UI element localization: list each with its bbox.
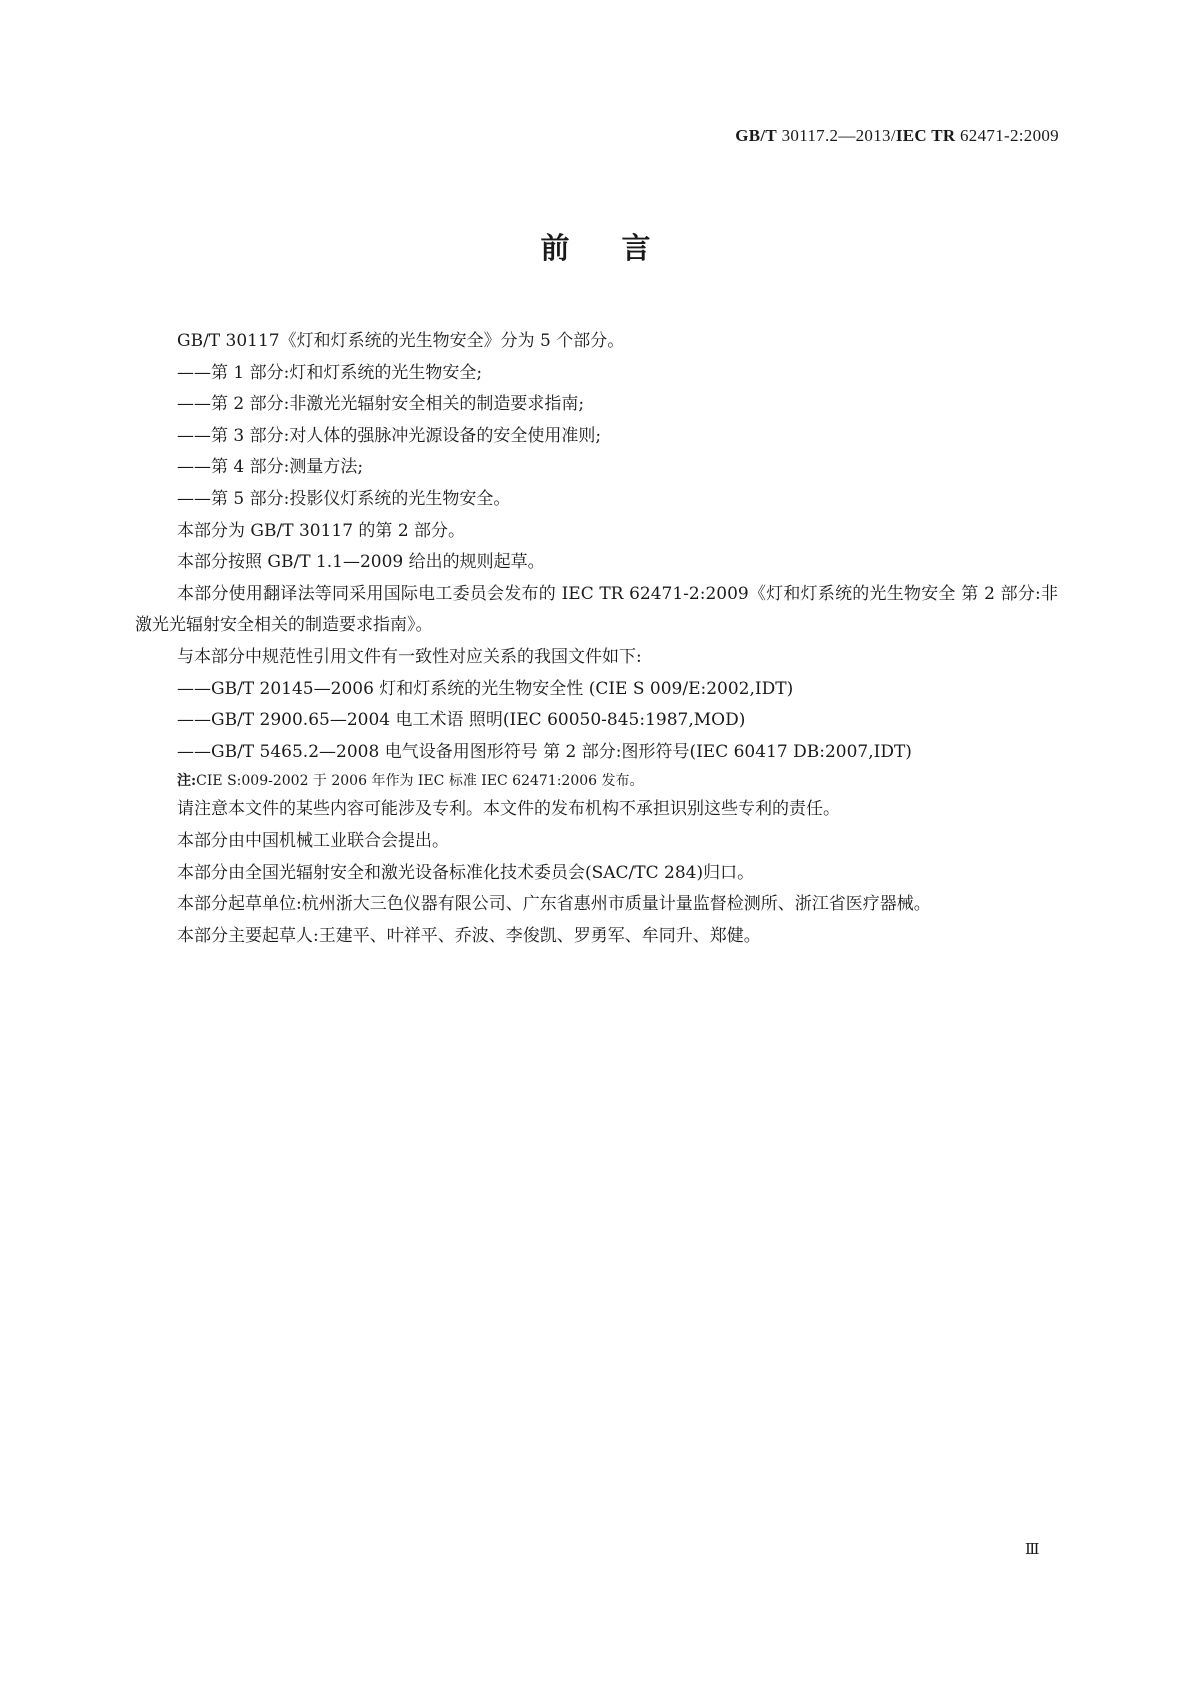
reference-item-1: ——GB/T 20145—2006 灯和灯系统的光生物安全性 (CIE S 009/E:2002,IDT)	[177, 678, 794, 699]
note-label: 注:	[177, 773, 197, 790]
code-number: 30117.2—2013/	[777, 126, 896, 145]
code-gbt: GB/T	[735, 126, 778, 145]
paragraph-technical-committee: 本部分由全国光辐射安全和激光设备标准化技术委员会(SAC/TC 284)归口。	[177, 862, 755, 883]
paragraph-patent: 请注意本文件的某些内容可能涉及专利。本文件的发布机构不承担识别这些专利的责任。	[177, 799, 840, 820]
paragraph-drafters: 本部分主要起草人:王建平、叶祥平、乔波、李俊凯、罗勇军、牟同升、郑健。	[177, 925, 761, 946]
code-iec: IEC TR	[895, 126, 956, 145]
list-item-part-5: ——第 5 部分:投影仪灯系统的光生物安全。	[177, 488, 511, 509]
paragraph-proposed-by: 本部分由中国机械工业联合会提出。	[177, 830, 449, 851]
reference-item-3: ——GB/T 5465.2—2008 电气设备用图形符号 第 2 部分:图形符号(IEC 60417 DB:2007,IDT)	[177, 741, 912, 762]
list-item-part-2: ——第 2 部分:非激光光辐射安全相关的制造要求指南;	[177, 394, 585, 415]
paragraph-references-intro: 与本部分中规范性引用文件有一致性对应关系的我国文件如下:	[177, 646, 642, 667]
reference-item-2: ——GB/T 2900.65—2004 电工术语 照明(IEC 60050-845:1987,MOD)	[177, 710, 746, 731]
paragraph-this-part: 本部分为 GB/T 30117 的第 2 部分。	[177, 520, 466, 541]
standard-code-header	[735, 126, 1059, 146]
page-number: Ⅲ	[1025, 1542, 1040, 1558]
code-iec-number: 62471-2:2009	[955, 126, 1059, 145]
paragraph-adoption: 本部分使用翻译法等同采用国际电工委员会发布的 IEC TR 62471-2:2009《灯和灯系统的光生物安全 第 2 部分:非激光光辐射安全相关的制造要求指南》。	[135, 583, 1058, 636]
paragraph-drafting-rules: 本部分按照 GB/T 1.1—2009 给出的规则起草。	[177, 552, 545, 573]
foreword-body	[135, 326, 1058, 952]
list-item-part-3: ——第 3 部分:对人体的强脉冲光源设备的安全使用准则;	[177, 425, 602, 446]
list-item-part-4: ——第 4 部分:测量方法;	[177, 457, 364, 478]
paragraph-drafting-units: 本部分起草单位:杭州浙大三色仪器有限公司、广东省惠州市质量计量监督检测所、浙江省医疗器械。	[177, 894, 931, 915]
paragraph-parts-overview: GB/T 30117《灯和灯系统的光生物安全》分为 5 个部分。	[177, 331, 625, 351]
list-item-part-1: ——第 1 部分:灯和灯系统的光生物安全;	[177, 362, 483, 383]
note-text: CIE S:009-2002 于 2006 年作为 IEC 标准 IEC 62471:2006 发布。	[196, 773, 644, 790]
note	[135, 768, 1058, 794]
page-title: 前言	[540, 231, 703, 265]
